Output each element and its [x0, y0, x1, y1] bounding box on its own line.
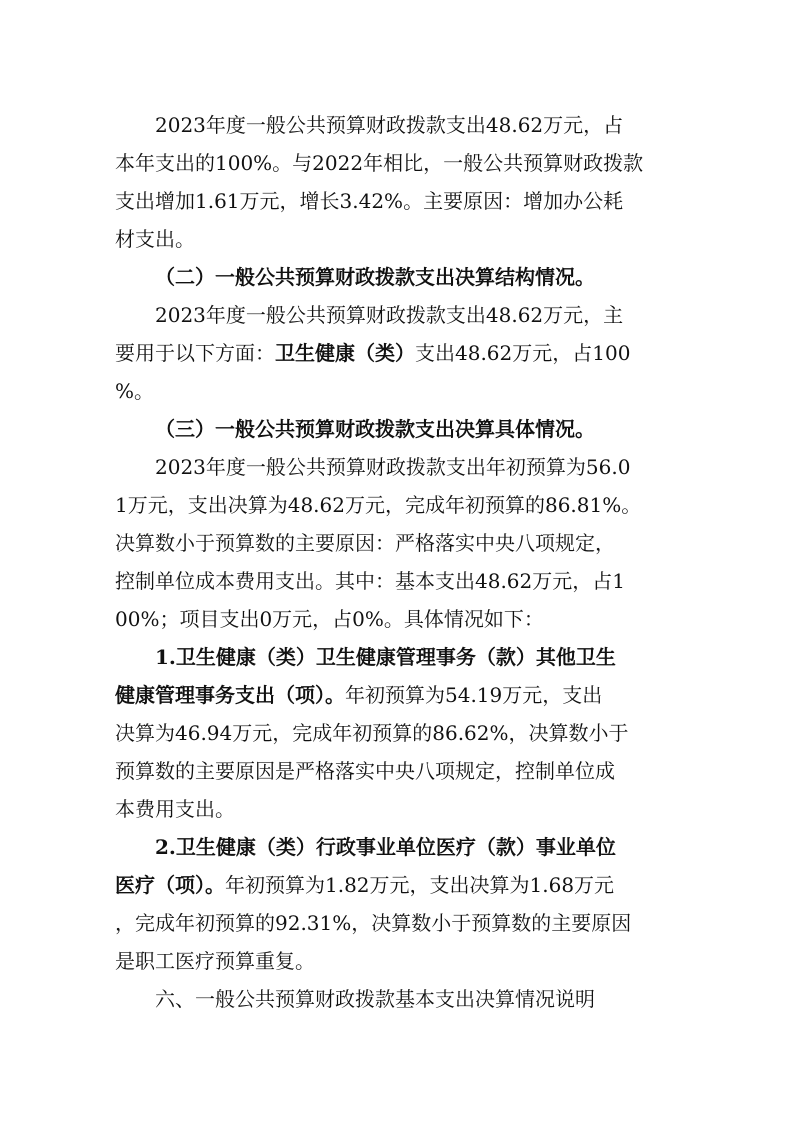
para2-line2-post: 支出48.62万元，占100: [415, 341, 631, 365]
heading-structure: （二）一般公共预算财政拨款支出决算结构情况。: [155, 265, 595, 289]
para1-line1: 2023年度一般公共预算财政拨款支出48.62万元，占: [155, 113, 624, 137]
para3-line1: 2023年度一般公共预算财政拨款支出年初预算为56.0: [155, 455, 631, 479]
item2-line3: ，完成年初预算的92.31%，决算数小于预算数的主要原因: [115, 911, 632, 935]
para2-line2: [115, 341, 630, 365]
item1-line2-post: 年初预算为54.19万元，支出: [345, 683, 603, 707]
item2-line2-post: 年初预算为1.82万元，支出决算为1.68万元: [225, 873, 615, 897]
item2-line2: [115, 873, 614, 897]
para2-line2-bold: 卫生健康（类）: [275, 341, 415, 365]
item1-line5: 本费用支出。: [115, 797, 235, 821]
item1-line2-bold: 健康管理事务支出（项）。: [115, 683, 345, 707]
item1-line2: [115, 683, 602, 707]
para3-line3: 决算数小于预算数的主要原因：严格落实中央八项规定，: [115, 531, 615, 555]
para3-line5: 00%；项目支出0万元，占0%。具体情况如下：: [115, 607, 544, 631]
item2-line2-bold: 医疗（项）。: [115, 873, 225, 897]
para1-line2: 本年支出的100%。与2022年相比，一般公共预算财政拨款: [115, 151, 644, 175]
section-six-heading: 六、一般公共预算财政拨款基本支出决算情况说明: [155, 987, 595, 1011]
para3-line2: 1万元，支出决算为48.62万元，完成年初预算的86.81%。: [115, 493, 642, 517]
para2-line2-pre: 要用于以下方面：: [115, 341, 275, 365]
para1-line3: 支出增加1.61万元，增长3.42%。主要原因：增加办公耗: [115, 189, 624, 213]
para3-line4: 控制单位成本费用支出。其中：基本支出48.62万元，占1: [115, 569, 625, 593]
item1-line3: 决算为46.94万元，完成年初预算的86.62%，决算数小于: [115, 721, 629, 745]
para2-line1: 2023年度一般公共预算财政拨款支出48.62万元，主: [155, 303, 624, 327]
item2-line4: 是职工医疗预算重复。: [115, 949, 315, 973]
heading-details: （三）一般公共预算财政拨款支出决算具体情况。: [155, 417, 595, 441]
item1-line1: 1.卫生健康（类）卫生健康管理事务（款）其他卫生: [155, 645, 616, 669]
item1-line4: 预算数的主要原因是严格落实中央八项规定，控制单位成: [115, 759, 615, 783]
item2-line1: 2.卫生健康（类）行政事业单位医疗（款）事业单位: [155, 835, 616, 859]
para2-line3: %。: [115, 379, 155, 403]
para1-line4: 材支出。: [115, 227, 195, 251]
